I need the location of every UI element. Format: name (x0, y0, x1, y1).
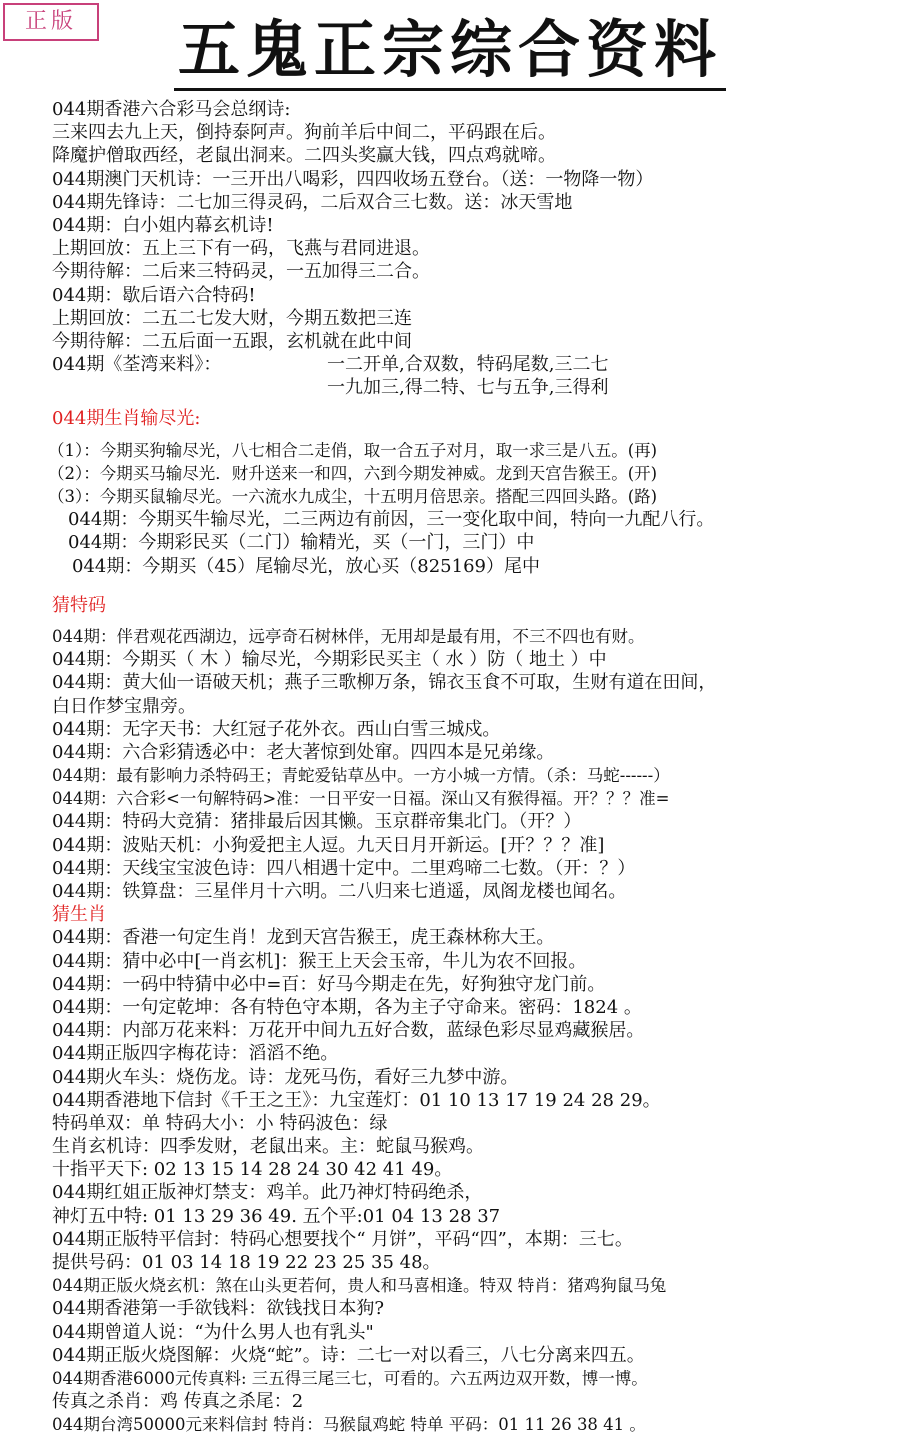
text-line: 降魔护僧取西经，老鼠出洞来。二四头奖赢大钱，四点鸡就啼。 (52, 145, 556, 167)
text-line: 044期红姐正版神灯禁支：鸡羊。此乃神灯特码绝杀， (52, 1182, 483, 1204)
text-line: 044期：波贴天机：小狗爱把主人逗。九天日月开新运。[开？？？准] (52, 834, 605, 856)
text-line: 上期回放：五上三下有一码，飞燕与君同进退。 (52, 238, 430, 260)
text-line: 044期正版四字梅花诗：滔滔不绝。 (52, 1043, 339, 1065)
text-line: 044期：六合彩猜透必中：老大著惊到处窜。四四本是兄弟缘。 (52, 741, 555, 763)
text-line: （1）：今期买狗输尽光，八七相合二走俏，取一合五子对月，取一求三是八五。(再) (48, 440, 658, 460)
text-line: 044期火车头：烧伤龙。诗：龙死马伤，看好三九梦中游。 (52, 1066, 519, 1088)
text-line: 044期：今期买（ 木 ）输尽光，今期彩民买主（ 水 ）防（ 地土 ）中 (52, 649, 607, 671)
quanwan-line-2: 一九加三,得二特、七与五争,三得利 (327, 377, 609, 399)
section-cai-te-ma (52, 625, 897, 903)
quanwan-row (52, 353, 897, 376)
text-line: 044期台湾50000元来料信封 特肖：马猴鼠鸡蛇 特单 平码：01 11 26 38 41 。 (52, 1415, 646, 1435)
text-line: 044期：天线宝宝波色诗：四八相遇十定中。二里鸡啼二七数。（开：？） (52, 857, 636, 879)
text-line: 特码单双：单 特码大小：小 特码波色：绿 (52, 1112, 388, 1134)
page-title (0, 14, 900, 91)
text-line: 044期：今期彩民买（二门）输精光，买（一门，三门）中 (68, 532, 535, 554)
text-line: 044期先锋诗：二七加三得灵码，二后双合三七数。送：冰天雪地 (52, 191, 573, 213)
text-line: 神灯五中特: 01 13 29 36 49. 五个平:01 04 13 28 37 (52, 1205, 501, 1227)
text-line: 044期香港六合彩马会总纲诗: (52, 99, 291, 120)
text-line: 044期：六合彩<一句解特码>准：一日平安一日福。深山又有猴得福。开？？？准= (52, 789, 670, 809)
text-line: 044期：歇后语六合特码! (52, 284, 256, 306)
text-line: 044期正版火烧玄机：煞在山头更若何，贵人和马喜相逢。特双 特肖：猪鸡狗鼠马兔 (52, 1276, 667, 1296)
quanwan-label: 044期《荃湾来料》： (52, 354, 222, 376)
text-line: 提供号码：01 03 14 18 19 22 23 25 35 48。 (52, 1252, 441, 1273)
text-line: 044期：今期买牛输尽光，二三两边有前因，三一变化取中间，特向一九配八行。 (68, 509, 715, 531)
page-title-text: 五鬼正宗综合资料 (174, 14, 726, 91)
text-line: 044期：黄大仙一语破天机；燕子三歌柳万条，锦衣玉食不可取，生财有道在田间， (52, 672, 717, 694)
text-line: 044期正版特平信封：特码心想要找个“ 月饼”，平码“四”，本期：三七。 (52, 1228, 633, 1250)
text-line: 044期：最有影响力杀特码王；青蛇爱钻草丛中。一方小城一方情。（杀：马蛇------） (52, 766, 670, 786)
text-line: 今期待解：二后来三特码灵，一五加得三二合。 (52, 261, 430, 283)
section-cai-sheng-xiao (52, 926, 897, 1436)
text-line: 044期：一码中特猜中必中=百：好马今期走在先，好狗独守龙门前。 (52, 973, 606, 995)
text-line: （2）：今期买马输尽光．财升送来一和四，六到今期发神威。龙到天宫告猴王。(开) (48, 463, 658, 483)
text-line: 十指平天下: 02 13 15 14 28 24 30 42 41 49。 (52, 1159, 453, 1181)
text-line: 044期：特码大竞猜：猪排最后因其懒。玉京群帝集北门。（开？） (52, 811, 582, 833)
section-heading-cai-sheng-xiao: 猜生肖 (52, 904, 106, 926)
text-line: 044期：铁算盘：三星伴月十六明。二八归来七逍遥，凤阁龙楼也闻名。 (52, 881, 627, 902)
genuine-badge: 正版 (3, 3, 99, 41)
text-line: 044期曾道人说：“为什么男人也有乳头" (52, 1321, 374, 1343)
text-line: 上期回放：二五二七发大财，今期五数把三连 (52, 307, 412, 329)
section-heading-shengxiao: 044期生肖输尽光: (52, 408, 201, 430)
text-line: 044期正版火烧图解：火烧“蛇”。诗：二七一对以看三，八七分离来四五。 (52, 1344, 645, 1366)
text-line: 044期：香港一句定生肖！龙到天宫告猴王，虎王森林称大王。 (52, 927, 555, 949)
text-line: 044期：无字天书：大红冠子花外衣。西山白雪三城戍。 (52, 718, 501, 740)
text-line: 044期：今期买（45）尾输尽光，放心买（825169）尾中 (72, 555, 540, 577)
section-heading-cai-te-ma: 猜特码 (52, 594, 106, 616)
section-general-poems (52, 98, 897, 399)
text-line: 044期澳门天机诗：一三开出八喝彩，四四收场五登台。（送：一物降一物） (52, 168, 654, 190)
text-line: 044期：猜中必中[一肖玄机]：猴王上天会玉帝，牛儿为农不回报。 (52, 950, 587, 972)
text-line: 白日作梦宝鼎旁。 (52, 695, 196, 717)
quanwan-line-1: 一二开单,合双数，特码尾数,三二七 (327, 354, 609, 376)
text-line: 今期待解：二五后面一五跟，玄机就在此中间 (52, 330, 412, 352)
text-line: 传真之杀肖：鸡 传真之杀尾：2 (52, 1391, 304, 1413)
text-line: 044期香港地下信封《千王之王》：九宝莲灯：01 10 13 17 19 24 28 29。 (52, 1089, 661, 1111)
text-line: 044期香港第一手欲钱料：欲钱找日本狗? (52, 1298, 385, 1320)
text-line: 044期：白小姐内幕玄机诗! (52, 214, 274, 236)
text-line: 044期香港6000元传真料: 三五得三尾三七，可看的。六五两边双开数，博一博。 (52, 1368, 648, 1388)
text-line: 044期：伴君观花西湖边，远亭奇石树林伴，无用却是最有用，不三不四也有财。 (52, 626, 645, 646)
text-line: 三来四去九上天，倒持泰阿声。狗前羊后中间二，平码跟在后。 (52, 122, 556, 144)
section-shengxiao (48, 439, 897, 578)
text-line: 044期：内部万花来料：万花开中间九五好合数，蓝绿色彩尽显鸡藏猴居。 (52, 1020, 645, 1042)
text-line: 生肖玄机诗：四季发财，老鼠出来。主：蛇鼠马猴鸡。 (52, 1136, 484, 1158)
text-line: 044期：一句定乾坤：各有特色守本期，各为主子守命来。密码：1824 。 (52, 996, 642, 1018)
document-body (48, 98, 897, 1437)
text-line: （3）：今期买鼠输尽光。一六流水九成尘，十五明月倍思亲。搭配三四回头路。(路) (48, 487, 658, 506)
